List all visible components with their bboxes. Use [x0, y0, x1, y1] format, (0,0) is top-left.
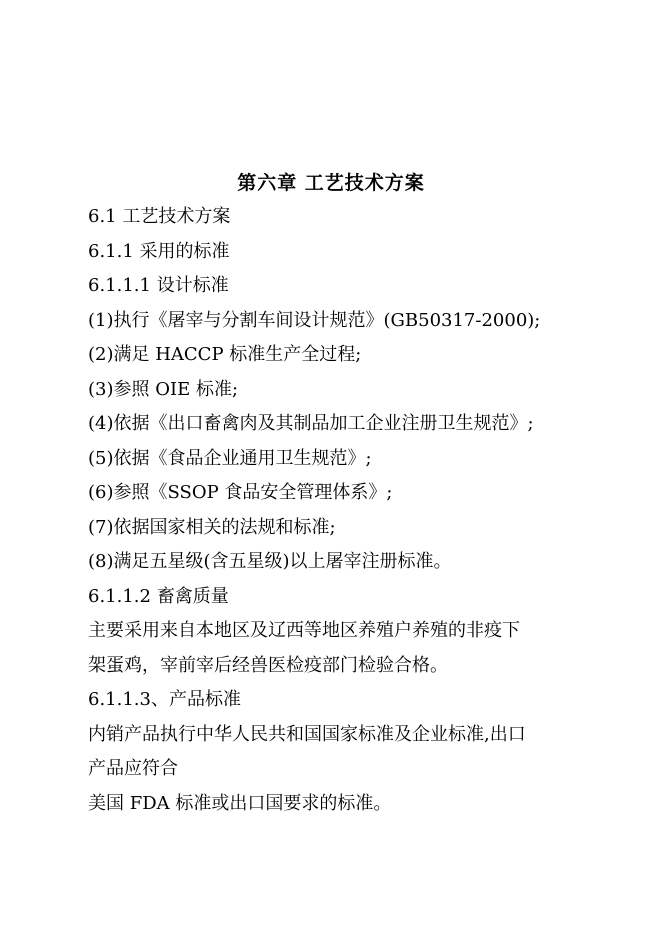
list-item: (1)执行《屠宰与分割车间设计规范》(GB50317-2000); [88, 309, 541, 331]
section-heading-6-1-1-1: 6.1.1.1 设计标准 [88, 275, 229, 296]
paragraph-line: 产品应符合 [88, 758, 178, 779]
list-item: (6)参照《SSOP 食品安全管理体系》; [88, 482, 393, 503]
list-item: (2)满足 HACCP 标准生产全过程; [88, 344, 362, 365]
paragraph-line: 美国 FDA 标准或出口国要求的标准。 [88, 792, 392, 814]
list-item: (7)依据国家相关的法规和标准; [88, 516, 336, 538]
paragraph-line: 主要采用来自本地区及辽西等地区养殖户养殖的非疫下 [88, 620, 520, 641]
paragraph-line: 架蛋鸡，宰前宰后经兽医检疫部门检验合格。 [88, 654, 448, 676]
section-heading-6-1-1-3: 6.1.1.3、产品标准 [88, 689, 241, 710]
section-heading-6-1: 6.1 工艺技术方案 [88, 206, 231, 227]
paragraph-line: 内销产品执行中华人民共和国国家标准及企业标准,出口 [88, 723, 526, 745]
chapter-title: 第六章 工艺技术方案 [237, 172, 425, 194]
list-item: (3)参照 OIE 标准; [88, 378, 239, 400]
document-body [88, 200, 588, 821]
section-heading-6-1-1: 6.1.1 采用的标准 [88, 240, 230, 262]
list-item: (4)依据《出口畜禽肉及其制品加工企业注册卫生规范》; [88, 413, 534, 434]
list-item: (8)满足五星级(含五星级)以上屠宰注册标准。 [88, 551, 452, 572]
list-item: (5)依据《食品企业通用卫生规范》; [88, 447, 372, 469]
section-heading-6-1-1-2: 6.1.1.2 畜禽质量 [88, 585, 229, 607]
